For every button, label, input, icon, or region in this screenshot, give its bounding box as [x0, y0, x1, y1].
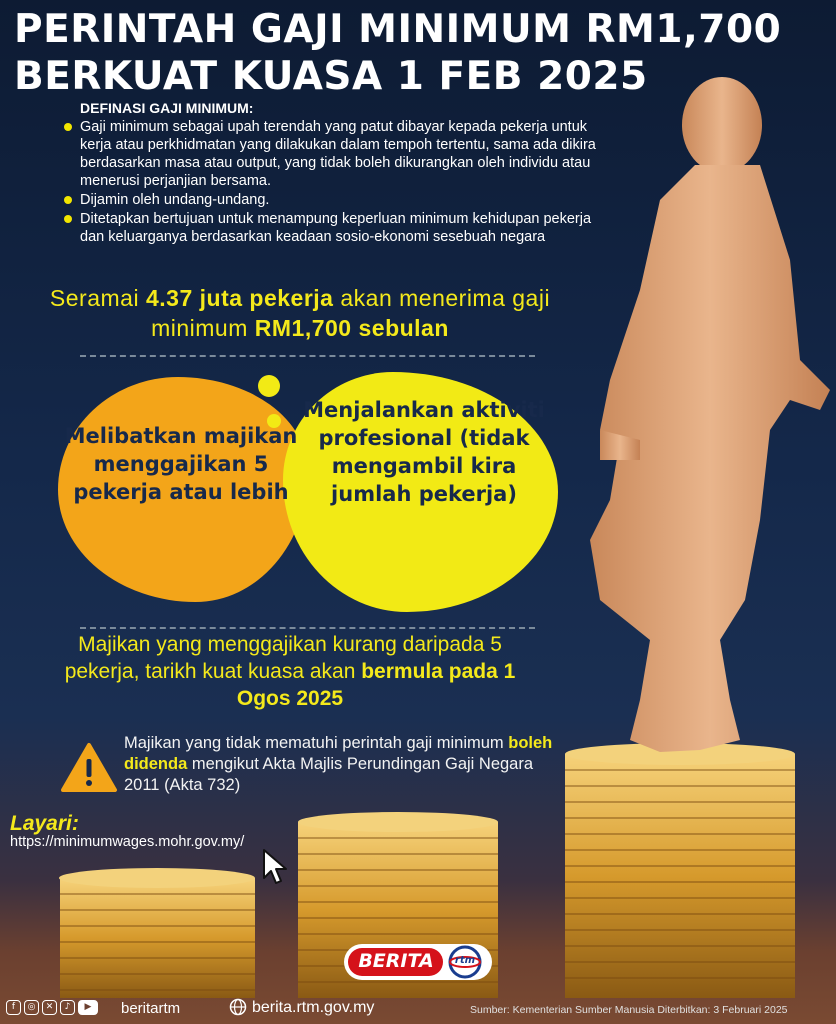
tiktok-icon[interactable]: ♪ [60, 1000, 75, 1015]
social-icons [6, 1000, 98, 1015]
bubble-left-text: Melibatkan majikan menggajikan 5 pekerja atau lebih [64, 424, 298, 504]
workers-highlight [20, 283, 580, 343]
definition-heading: DEFINASI GAJI MINIMUM: [80, 100, 254, 116]
bullet-dot-icon [64, 196, 72, 204]
thought-bubble-dot [258, 375, 280, 397]
source-credit: Sumber: Kementerian Sumber Manusia Diterbitkan: 3 Februari 2025 [470, 1004, 788, 1016]
wage-amount: RM1,700 sebulan [254, 315, 449, 341]
definition-bullet [62, 118, 602, 190]
dashed-divider [80, 627, 535, 629]
penalty-emphasis: boleh didenda [124, 734, 553, 773]
bullet-dot-icon [64, 215, 72, 223]
highlight-text: Seramai [49, 285, 146, 311]
definition-bullet-text: Ditetapkan bertujuan untuk menampung keperluan minimum kehidupan pekerja dan keluarganya berdasarkan keadaan sosio-ekonomi sesebuah negara [80, 211, 592, 245]
penalty-warning-text [124, 733, 564, 796]
warning-text: mengikut Akta Majlis Perundingan Gaji Negara 2011 (Akta 732) [124, 755, 534, 794]
x-icon[interactable]: ✕ [42, 1000, 57, 1015]
title-line-1: PERINTAH GAJI MINIMUM RM1,700 [14, 7, 782, 52]
effective-date: bermula pada 1 Ogos 2025 [236, 660, 516, 710]
visit-label: Layari: [10, 812, 79, 835]
warning-text: Majikan yang tidak mematuhi perintah gaji minimum [124, 734, 509, 752]
youtube-icon[interactable]: ▶ [78, 1000, 98, 1015]
instagram-icon[interactable]: ◎ [24, 1000, 39, 1015]
footer-website[interactable]: berita.rtm.gov.my [252, 999, 375, 1016]
page-title [14, 6, 829, 100]
website-link[interactable]: https://minimumwages.mohr.gov.my/ [10, 834, 245, 850]
social-handle: beritartm [121, 1000, 181, 1017]
definition-bullet-text: Gaji minimum sebagai upah terendah yang patut dibayar kepada pekerja untuk kerja atau perkhidmatan yang dilakukan dalam tempoh tertentu, sama ada dikira berdasarkan masa atau output, yang tidak boleh dikurangkan oleh individu atau menerusi perjanjian bersama. [80, 119, 596, 189]
facebook-icon[interactable]: f [6, 1000, 21, 1015]
definition-bullet-text: Dijamin oleh undang-undang. [80, 192, 270, 208]
globe-icon [229, 998, 247, 1016]
bullet-dot-icon [64, 123, 72, 131]
cursor-pointer-icon [262, 848, 292, 886]
highlight-text: Majikan yang menggajikan kurang daripada 5 pekerja, tarikh kuat kuasa akan [64, 633, 502, 683]
warning-icon [60, 742, 118, 794]
logo-badge-text: rtm [454, 955, 476, 966]
highlight-text: akan menerima gaji minimum [151, 285, 551, 341]
dashed-divider [80, 355, 535, 357]
definition-bullet [62, 191, 602, 209]
wooden-figure-illustration [590, 77, 830, 752]
worker-count: 4.37 juta pekerja [145, 285, 334, 311]
definition-section [62, 99, 602, 246]
coin-stack-left [59, 868, 255, 998]
coin-stack-right [565, 743, 795, 998]
logo-brand-text: BERITA [358, 950, 434, 972]
effective-date-highlight [60, 631, 520, 712]
bubble-right-text: Menjalankan aktiviti profesional (tidak mengambil kira jumlah pekerja) [303, 398, 545, 506]
definition-bullet [62, 210, 602, 246]
title-line-2: BERKUAT KUASA 1 FEB 2025 [14, 54, 648, 99]
